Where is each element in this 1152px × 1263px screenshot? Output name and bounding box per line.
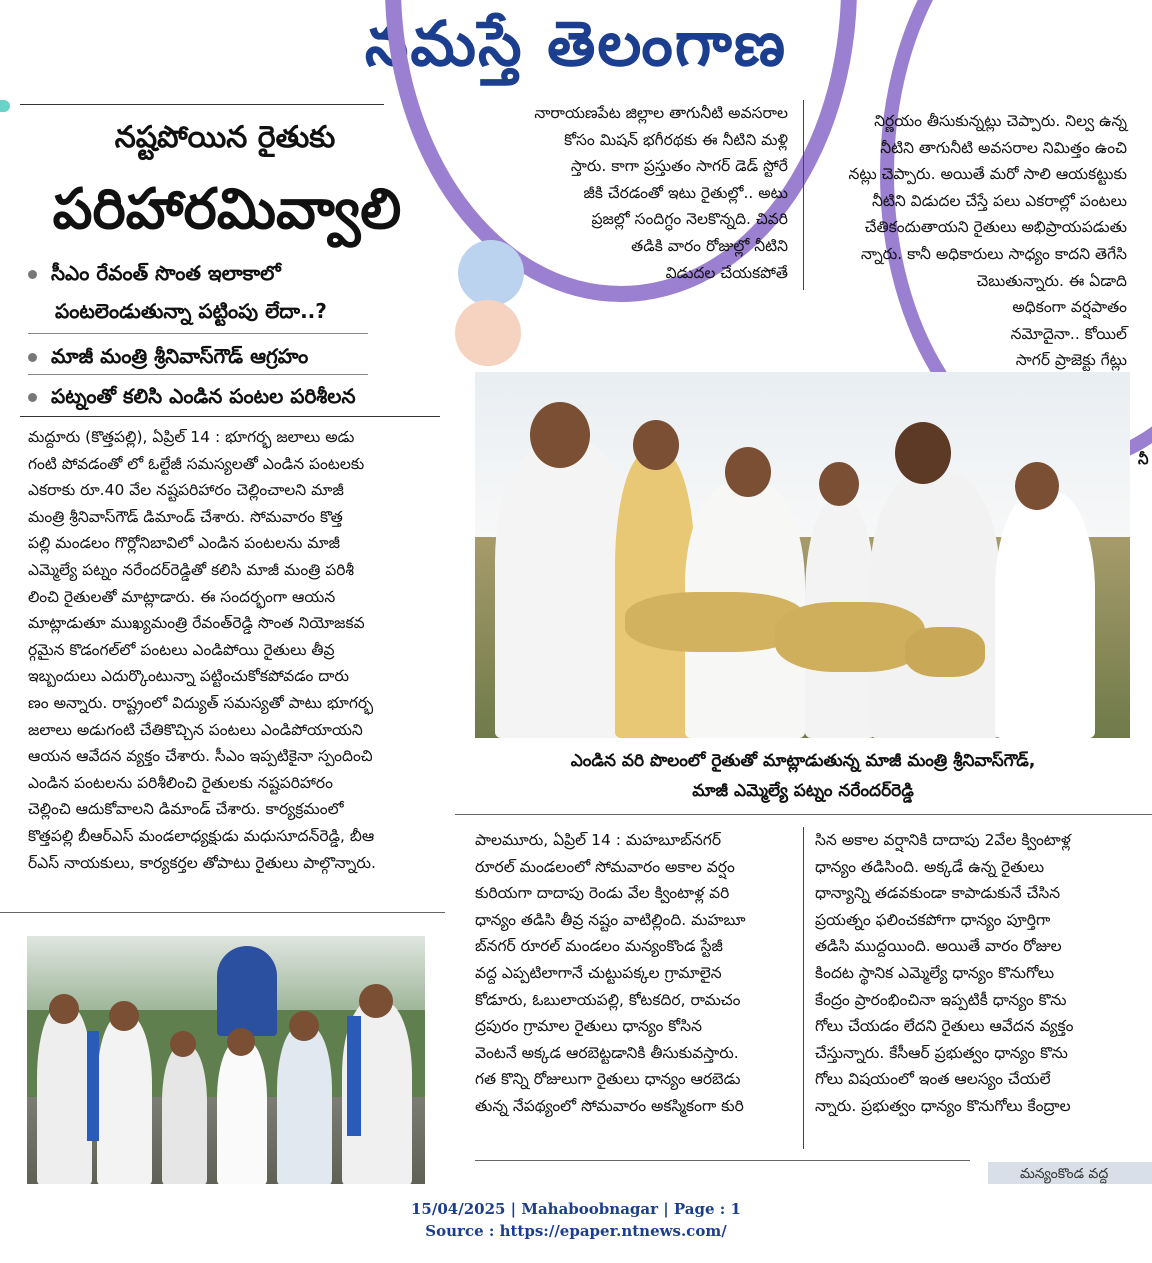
- story2-column-2: [815, 827, 1127, 1120]
- main-photo-farmers: [475, 372, 1130, 738]
- bullet-dot: [28, 353, 37, 362]
- column-divider: [803, 827, 804, 1149]
- body-line: ఎమ్మెల్యే పట్నం నరేందర్‌రెడ్డితో కలిసి మాజీ మంత్రి పరిశీ: [28, 560, 355, 579]
- page-footer: [0, 1198, 1152, 1242]
- rule-below-bullets: [20, 416, 440, 417]
- decorative-circle-peach: [455, 300, 521, 366]
- rule-story2-end: [475, 1160, 970, 1161]
- body-line: జలాలు అడుగంటి చేతికొచ్చిన పంటలు ఎండిపోయాయని: [28, 720, 363, 739]
- body-line: అధికంగా వర్షపాతం: [1012, 298, 1127, 317]
- body-line: నిర్ణయం తీసుకున్నట్లు చెప్పారు. నిల్వ ఉన్న: [874, 112, 1127, 130]
- body-line: రూరల్‌ మండలంలో సోమవారం అకాల వర్షం: [475, 857, 735, 876]
- body-line: పల్లి మండలం గొర్లోనిబావిలో ఎండిన పంటలను మాజీ: [28, 534, 340, 553]
- body-line: ఆయన ఆవేదన వ్యక్తం చేశారు. సీఎం ఇప్పటికైనా స్పందించి: [28, 747, 373, 766]
- body-line: విడుదల చేయకపోతే: [665, 263, 788, 282]
- photo-caption: [478, 746, 1128, 806]
- body-line: ధాన్యం తడిసి తీవ్ర నష్టం వాటిల్లింది. మహబూ: [475, 910, 746, 929]
- body-line: బ్‌నగర్‌ రూరల్‌ మండలం మన్యంకొండ స్టేజీ: [475, 937, 723, 956]
- body-line: కేంద్రం ప్రారంభించినా ఇప్పటికీ ధాన్యం కొను: [815, 990, 1067, 1009]
- body-line: సాగర్‌ ప్రాజెక్టు గేట్లు: [1015, 351, 1127, 370]
- body-line: కిందట స్థానిక ఎమ్మెల్యే ధాన్యం కొనుగోలు: [815, 963, 1055, 982]
- story2-column-1: [475, 827, 793, 1120]
- body-line: కోసం మిషన్‌ భగీరథకు ఈ నీటిని మళ్లి: [564, 130, 788, 149]
- bullet-dot: [28, 393, 37, 402]
- body-line: గంటి పోవడంతో లో ఓల్టేజీ సమస్యలతో ఎండిన పంటలకు: [28, 454, 365, 473]
- body-line: నారాయణపేట జిల్లాల తాగునీటి అవసరాల: [534, 104, 788, 122]
- body-line: జీకి చేరడంతో ఇటు రైతుల్లో.. అటు: [583, 183, 788, 202]
- body-line: చెబుతున్నారు. ఈ ఏడాది: [976, 271, 1127, 290]
- body-line: మాట్లాడుతూ ముఖ్యమంత్రి రేవంత్‌రెడ్డి సొంత నియోజకవ: [28, 614, 365, 633]
- story1-photo-tribute: [27, 936, 425, 1184]
- story1-body: [28, 424, 438, 876]
- body-line: ఇబ్బందులు ఎదుర్కొంటున్నా పట్టించుకోకపోవడం దారు: [28, 667, 349, 686]
- story1-headline: పరిహారమివ్వాలి: [52, 177, 402, 242]
- story1-bullet-1-cont: పంటలెండుతున్నా పట్టింపు లేదా..?: [55, 299, 327, 323]
- body-line: తడికి వారం రోజుల్లో నీటిని: [631, 236, 788, 255]
- caption-line: ఎండిన వరి పొలంలో రైతుతో మాట్లాడుతున్న మాజీ మంత్రి శ్రీనివాస్‌గౌడ్‌,: [570, 751, 1036, 771]
- body-line: పాలమూరు, ఏప్రిల్‌ 14 : మహబూబ్‌నగర్‌: [475, 831, 722, 849]
- body-line: సిన అకాల వర్షానికి దాదాపు 2వేల క్వింటాళ్ల: [815, 831, 1071, 849]
- bullet-divider: [28, 374, 368, 375]
- body-line: ప్రజల్లో సందిగ్ధం నెలకొన్నది. చివరి: [591, 210, 788, 229]
- body-line: గోలు చేయడం లేదని రైతులు ఆవేదన వ్యక్తం: [815, 1017, 1074, 1036]
- story1-bullet-1: సీఎం రేవంత్‌ సొంత ఇలాకాలో: [28, 258, 428, 288]
- next-story-fragment: మన్యంకొండ వద్ద: [1020, 1166, 1109, 1182]
- body-line: ఎకరాకు రూ.40 వేల నష్టపరిహారం చెల్లించాలని మాజీ: [28, 481, 344, 500]
- body-line: తున్న నేపథ్యంలో సోమవారం అకస్మికంగా కురి: [475, 1096, 744, 1115]
- body-line: ప్రయత్నం ఫలించకపోగా ధాన్యం పూర్తిగా: [815, 910, 1051, 929]
- body-line: ధాన్యాన్ని తడవకుండా కాపాడుకునే చేసిన: [815, 884, 1061, 903]
- body-line: కొత్తపల్లి బీఆర్‌ఎస్‌ మండలాధ్యక్షుడు మధుసూదన్‌రెడ్డి, బీఆ: [28, 826, 375, 845]
- body-line: ద్రపురం గ్రామాల రైతులు ధాన్యం కోసిన: [475, 1017, 702, 1036]
- body-line: ర్‌ఎస్‌ నాయకులు, కార్యకర్తల తోపాటు రైతులు పాల్గొన్నారు.: [28, 853, 376, 872]
- edge-fragment: నీ: [1138, 450, 1149, 468]
- story1-bullet-3: పట్నంతో కలిసి ఎండిన పంటల పరిశీలన: [28, 381, 428, 411]
- masthead-logo: నమస్తే తెలంగాణ: [364, 7, 788, 80]
- footer-source-link[interactable]: Source : https://epaper.ntnews.com/: [425, 1222, 727, 1240]
- rule-caption-bottom: [455, 814, 1152, 815]
- body-line: వెంటనే అక్కడ ఆరబెట్టడానికి తీసుకువస్తారు.: [475, 1043, 739, 1062]
- body-line: తడిసి ముద్దయింది. అయితే వారం రోజుల: [815, 937, 1062, 956]
- rule-top: [20, 104, 384, 105]
- footer-date-edition: 15/04/2025 | Mahaboobnagar | Page : 1: [411, 1200, 741, 1218]
- bullet-divider: [28, 333, 368, 334]
- body-line: చెల్లించి ఆదుకోవాలని డిమాండ్‌ చేశారు. కార్యక్రమంలో: [28, 800, 344, 819]
- body-line: కురియగా దాదాపు రెండు వేల క్వింటాళ్ల వరి: [475, 884, 730, 903]
- body-line: చేతికందుతాయని రైతులు అభిప్రాయపడుతు: [864, 218, 1127, 237]
- bullet-dot: [28, 270, 37, 279]
- body-line: చేస్తున్నారు. కేసీఆర్‌ ప్రభుత్వం ధాన్యం కొను: [815, 1043, 1068, 1062]
- body-line: నట్లు చెప్పారు. అయితే మరో సాలి ఆయకట్టుకు: [848, 165, 1127, 184]
- body-line: లించి రైతులతో మాట్లాడారు. ఈ సందర్భంగా ఆయన: [28, 587, 336, 606]
- story1-bullet-2: మాజీ మంత్రి శ్రీనివాస్‌గౌడ్‌ ఆగ్రహం: [28, 341, 428, 371]
- body-line: న్నారు. ప్రభుత్వం ధాన్యం కొనుగోలు కేంద్రాల: [815, 1096, 1071, 1115]
- rule-story1-end: [0, 912, 445, 913]
- body-line: వద్ద ఎప్పటిలాగానే చుట్టుపక్కల గ్రామాలైన: [475, 963, 722, 982]
- body-line: గోలు విషయంలో ఇంత ఆలస్యం చేయలే: [815, 1070, 1051, 1089]
- body-line: ధాన్యం తడిసింది. అక్కడే ఉన్న రైతులు: [815, 857, 1045, 876]
- body-line: నీటిని విడుదల చేస్తే పలు ఎకరాల్లో పంటలు: [872, 191, 1127, 210]
- body-line: నమోదైనా.. కోయిల్‌: [1010, 324, 1127, 343]
- body-line: ర్గమైన కొడంగల్‌లో పంటలు ఎండిపోయి రైతులు తీవ్ర: [28, 640, 335, 659]
- caption-line: మాజీ ఎమ్మెల్యే పట్నం నరేందర్‌రెడ్డి: [692, 781, 914, 801]
- body-line: గత కొన్ని రోజులుగా రైతులు ధాన్యం ఆరబెడు: [475, 1070, 741, 1089]
- top-column-1: [488, 100, 788, 286]
- body-line: న్నారు. కానీ అధికారులు సాధ్యం కాదని తెగేసి: [860, 244, 1127, 263]
- story1-kicker: నష్టపోయిన రైతుకు: [114, 120, 336, 155]
- column-divider: [803, 100, 804, 290]
- body-line: కోడూరు, ఓబులాయపల్లి, కోటకదిర, రామచం: [475, 990, 741, 1009]
- body-line: ణం అన్నారు. రాష్ట్రంలో విద్యుత్‌ సమస్యతో పాటు భూగర్భ: [28, 693, 374, 712]
- body-line: మద్దూరు (కొత్తపల్లి), ఏప్రిల్‌ 14 : భూగర్భ జలాలు అడు: [28, 428, 355, 446]
- body-line: నీటిని తాగునీటి అవసరాల నిమిత్తం ఉంచి: [880, 138, 1127, 157]
- decorative-mark: [0, 100, 10, 112]
- body-line: ఎండిన పంటలను పరిశీలించి రైతులకు నష్టపరిహారం: [28, 773, 333, 792]
- body-line: స్తారు. కాగా ప్రస్తుతం సాగర్‌ డెడ్‌ స్టోరే: [570, 157, 788, 176]
- body-line: మంత్రి శ్రీనివాస్‌గౌడ్‌ డిమాండ్‌ చేశారు. సోమవారం కొత్త: [28, 507, 343, 526]
